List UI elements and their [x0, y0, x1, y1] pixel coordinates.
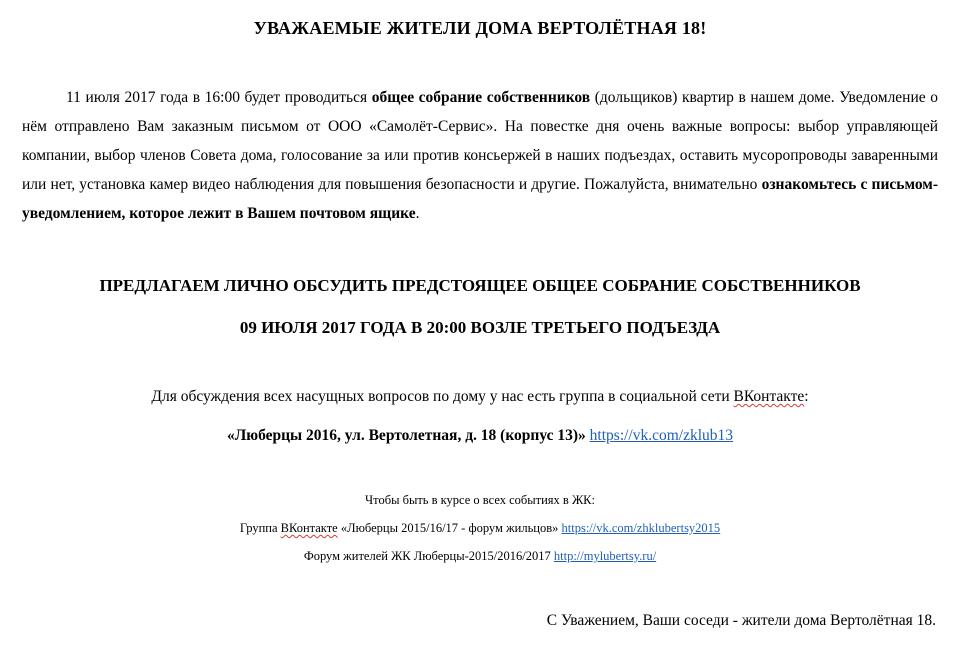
extra-group-brand: ВКонтакте [280, 521, 338, 535]
vk-group-line [0, 427, 960, 445]
discussion-date: 09 ИЮЛЯ 2017 ГОДА В 20:00 ВОЗЛЕ ТРЕТЬЕГО ПОДЪЕЗДА [239, 318, 721, 337]
vk-group-link[interactable]: https://vk.com/zklub13 [589, 427, 734, 444]
forum-link[interactable]: http://mylubertsy.ru/ [553, 549, 657, 563]
paragraph-bold-meeting: общее собрание собственников [371, 89, 591, 106]
paragraph-text-1: 11 июля 2017 года в 16:00 будет проводиться [66, 89, 372, 106]
vk-intro [0, 388, 960, 406]
vk-brand-word: ВКонтакте [733, 388, 805, 405]
signoff: С Уважением, Ваши соседи - жители дома Вертолётная 18. [546, 612, 936, 629]
vk-intro-end: : [804, 388, 809, 405]
page-title: УВАЖАЕМЫЕ ЖИТЕЛИ ДОМА ВЕРТОЛЁТНАЯ 18! [253, 18, 707, 38]
paragraph-text-3: . [415, 205, 420, 222]
extra-intro: Чтобы быть в курсе о всех событиях в ЖК: [365, 493, 595, 507]
extra-group-prefix: Группа [239, 521, 281, 535]
vk-group-name: «Люберцы 2016, ул. Вертолетная, д. 18 (корпус 13)» [226, 427, 586, 444]
vk-intro-text: Для обсуждения всех насущных вопросов по дому у нас есть группа в социальной сети [151, 388, 734, 405]
extra-group-name: «Люберцы 2015/16/17 - форум жильцов» [337, 521, 562, 535]
paragraph-text-2: (дольщиков) квартир в нашем доме. Уведомление о нём отправлено Вам заказным письмом от ООО «Самолёт-Сервис». На повестке дня очень важные вопросы: выбор управляющей компании, выбор членов Совета дома, голосование за или против консьержей в наших подъездах, оставить мусоропроводы заваренными или нет, установка камер видео наблюдения для повышения безопасности и другие. Пожалуйста, внимательно [22, 89, 939, 193]
forum-line [0, 549, 960, 564]
forum-name: Форум жителей ЖК Люберцы-2015/2016/2017 [303, 549, 554, 563]
discussion-heading: ПРЕДЛАГАЕМ ЛИЧНО ОБСУДИТЬ ПРЕДСТОЯЩЕЕ ОБЩЕЕ СОБРАНИЕ СОБСТВЕННИКОВ [99, 276, 861, 295]
paragraph-bold-letter: ознакомьтесь с письмом-уведомлением, которое лежит в Вашем почтовом ящике [22, 176, 938, 222]
notice-paragraph [22, 83, 938, 228]
extra-group-line [0, 521, 960, 536]
extra-group-link[interactable]: https://vk.com/zhklubertsy2015 [561, 521, 721, 535]
